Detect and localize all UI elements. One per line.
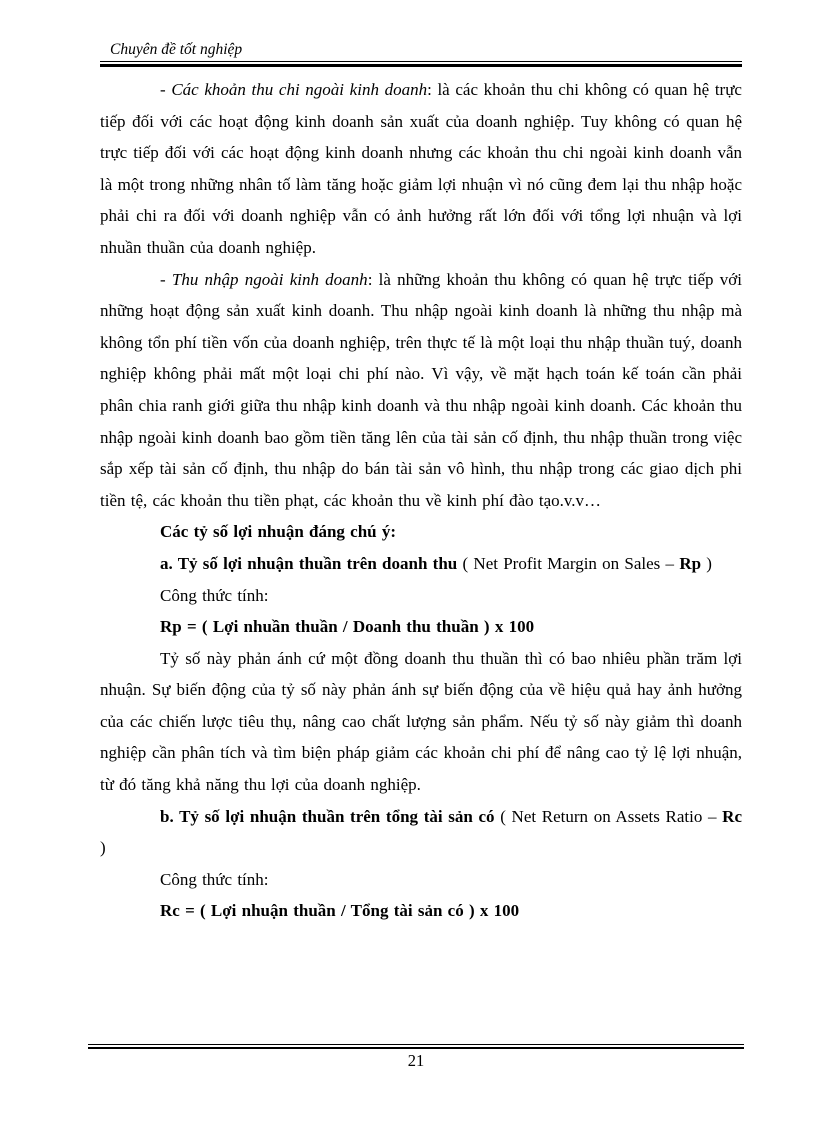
text-run: : là những khoản thu không có quan hệ trực tiếp với những hoạt động sản xuất kinh doanh. Thu nhập ngoài kinh doanh là những thu nhập mà không tổn phí tiền vốn của doanh nghiệp, trên thực tế là một loại thu nhập thuần tuý, doanh nghiệp không phải mất một loại chi phí nào. Vì vậy, về mặt hạch toán kế toán cần phải phân chia ranh giới giữa thu nhập kinh doanh và thu nhập ngoài kinh doanh. Các khoản thu nhập ngoài kinh doanh bao gồm tiền tăng lên của tài sản cố định, thu nhập thuần trong việc sắp xếp tài sản cố định, thu nhập do bán tài sản vô hình, thu nhập trong các giao dịch phi tiền tệ, các khoản thu tiền phạt, các khoản thu về kinh phí đào tạo.v.v… bbox=[100, 269, 742, 510]
document-body bbox=[100, 74, 742, 927]
para-cong-thuc-tinh-b bbox=[100, 864, 742, 896]
text-run: : là các khoản thu chi không có quan hệ trực tiếp đối với các hoạt động kinh doanh sản xuất của doanh nghiệp. Tuy không có quan hệ trực tiếp đối với các hoạt động kinh doanh nhưng các khoản thu chi ngoài kinh doanh vẫn là một trong những nhân tố làm tăng hoặc giảm lợi nhuận vì nó cũng đem lại thu nhập hoặc phải chi ra đối với doanh nghiệp vẫn có ảnh hưởng rất lớn đối với tổng lợi nhuận và lợi nhuần thuần của doanh nghiệp. bbox=[100, 80, 742, 257]
para-cong-thuc-tinh-a bbox=[100, 580, 742, 612]
text-run: Thu nhập ngoài kinh doanh bbox=[171, 269, 368, 289]
text-run: a. Tỷ số lợi nhuận thuần trên doanh thu bbox=[160, 553, 458, 573]
page-number: 21 bbox=[407, 1051, 425, 1070]
text-run: Rc = ( Lợi nhuận thuần / Tổng tài sản có ) x 100 bbox=[160, 901, 520, 921]
text-run: Công thức tính: bbox=[160, 585, 269, 605]
text-run: - bbox=[160, 269, 172, 289]
page-footer bbox=[88, 1044, 744, 1072]
footer-rule bbox=[88, 1044, 744, 1049]
heading-cac-ty-so-loi-nhuan bbox=[100, 516, 742, 548]
formula-rp bbox=[100, 611, 742, 643]
para-thu-chi-ngoai-kinh-doanh bbox=[100, 74, 742, 264]
para-thu-nhap-ngoai-kinh-doanh bbox=[100, 264, 742, 517]
text-run: Công thức tính: bbox=[160, 869, 269, 889]
page-header bbox=[100, 40, 742, 67]
text-run: ) bbox=[701, 553, 712, 573]
text-run: Các tỷ số lợi nhuận đáng chú ý: bbox=[160, 522, 397, 542]
formula-rc bbox=[100, 895, 742, 927]
text-run: ( Net Return on Assets Ratio – bbox=[494, 806, 723, 826]
para-rp-explanation bbox=[100, 643, 742, 801]
text-run: ) bbox=[100, 838, 106, 858]
text-run: Tỷ số này phản ánh cứ một đồng doanh thu thuần thì có bao nhiêu phần trăm lợi nhuận. Sự biến động của tỷ số này phản ánh sự biến động của về hiệu quả hay ảnh hưởng của các chiến lược tiêu thụ, nâng cao chất lượng sản phẩm. Nếu tỷ số này giảm thì doanh nghiệp cần phân tích và tìm biện pháp giảm các khoản chi phí để nâng cao tỷ lệ lợi nhuận, từ đó tăng khả năng thu lợi của doanh nghiệp. bbox=[100, 648, 742, 795]
heading-a-net-profit-margin bbox=[100, 548, 742, 580]
heading-b-net-return-on-assets bbox=[100, 801, 742, 864]
text-run: Rp = ( Lợi nhuần thuần / Doanh thu thuần ) x 100 bbox=[160, 617, 535, 637]
text-run: Rp bbox=[679, 553, 702, 573]
header-title: Chuyên đề tốt nghiệp bbox=[110, 41, 243, 58]
text-run: ( Net Profit Margin on Sales – bbox=[457, 553, 680, 573]
text-run: Rc bbox=[722, 806, 742, 826]
header-rule bbox=[100, 61, 742, 67]
text-run: Các khoản thu chi ngoài kinh doanh bbox=[171, 80, 428, 99]
text-run: b. Tỷ số lợi nhuận thuần trên tổng tài sản có bbox=[160, 806, 495, 826]
text-run: - bbox=[160, 80, 172, 99]
